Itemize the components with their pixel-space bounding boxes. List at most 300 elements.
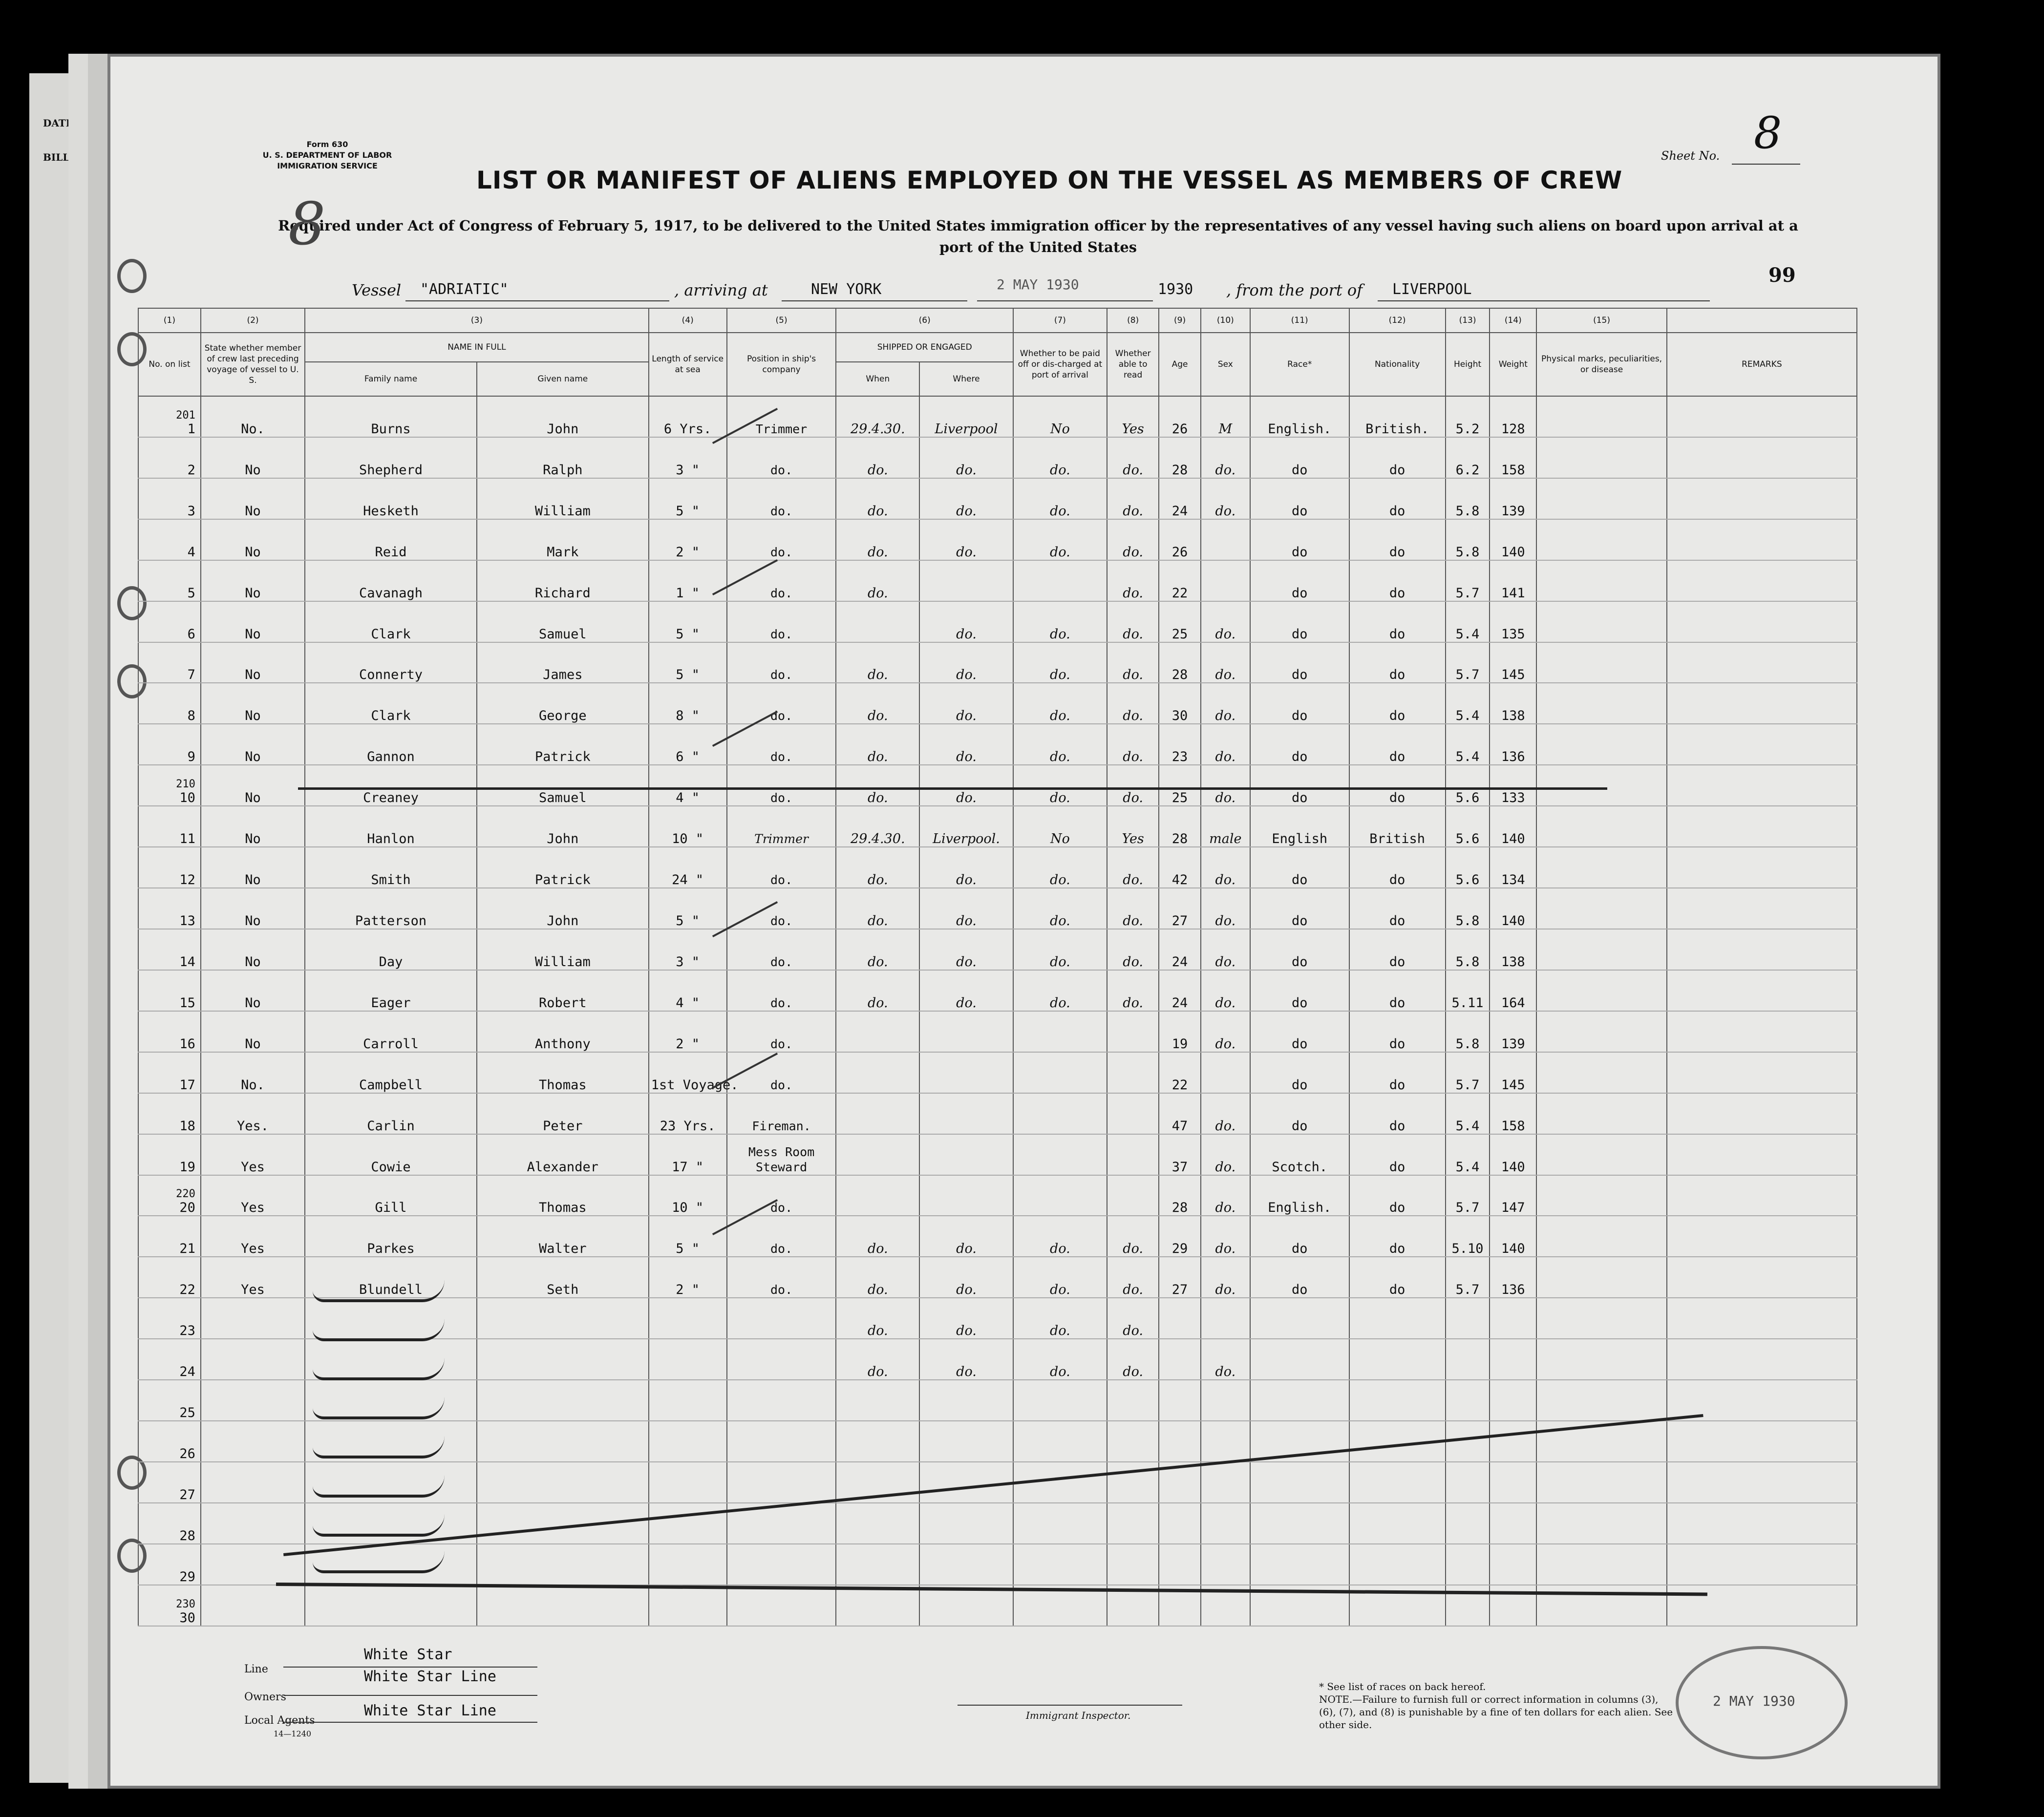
service-name: IMMIGRATION SERVICE: [277, 161, 378, 170]
cell-age: [1159, 806, 1200, 847]
cell-height: [1446, 1134, 1490, 1175]
cell-position: [727, 929, 836, 970]
cell-value-nationality: do: [1389, 1200, 1405, 1216]
cell-family: [305, 806, 477, 847]
cell-sex: [1201, 847, 1250, 888]
cell-value-sex: do.: [1215, 749, 1236, 765]
header-nationality: Nationality: [1349, 333, 1446, 396]
cell-value-where: do.: [956, 462, 977, 478]
cell-value-nationality: do: [1389, 995, 1405, 1011]
cell-physical: [1536, 1093, 1667, 1134]
cell-value-age: 29: [1171, 1241, 1188, 1257]
cell-age: [1159, 1544, 1200, 1585]
cell-family: [305, 601, 477, 642]
cell-family: [305, 478, 477, 519]
cell-read: [1107, 929, 1159, 970]
cell-physical: [1536, 1544, 1667, 1585]
cell-length: [649, 765, 727, 806]
cell-sex: [1201, 806, 1250, 847]
strip-label-bill: BILL: [43, 151, 70, 163]
cell-height: [1446, 888, 1490, 929]
cell-value-weight: 145: [1501, 667, 1525, 683]
cell-position: [727, 1462, 836, 1503]
cell-nationality: [1349, 478, 1446, 519]
cell-nationality: [1349, 1257, 1446, 1298]
cell-age: [1159, 724, 1200, 765]
cell-read: [1107, 888, 1159, 929]
cell-race: [1250, 1175, 1349, 1216]
cell-race: [1250, 1134, 1349, 1175]
cell-value-height: 5.6: [1455, 831, 1480, 847]
cell-length: [649, 519, 727, 560]
cell-height: [1446, 560, 1490, 601]
cell-value-weight: 145: [1501, 1077, 1525, 1093]
cell-value-length: 6 ": [676, 749, 700, 765]
cell-value-paid: do.: [1050, 1323, 1070, 1339]
cell-value-height: 5.8: [1455, 913, 1480, 929]
cell-sex: [1201, 560, 1250, 601]
cell-value-prev: No: [245, 790, 261, 806]
cell-physical: [1536, 560, 1667, 601]
cell-length: [649, 1380, 727, 1421]
cell-value-weight: 138: [1501, 954, 1525, 970]
cell-physical: [1536, 929, 1667, 970]
cell-sex: [1201, 1216, 1250, 1257]
cell-value-sex: do.: [1215, 1282, 1236, 1298]
cell-no: [138, 1052, 201, 1093]
cell-value-prev: Yes.: [237, 1118, 269, 1134]
cell-value-paid: No: [1050, 831, 1070, 847]
cell-no: [138, 1380, 201, 1421]
cell-length: [649, 601, 727, 642]
cell-value-length: 10 ": [672, 1200, 704, 1216]
table-row: [138, 642, 1857, 683]
cell-value-position: Trimmer: [755, 422, 808, 436]
cell-physical: [1536, 1462, 1667, 1503]
cell-sex: [1201, 396, 1250, 437]
cell-value-position: do.: [770, 627, 793, 641]
cell-value-paid: do.: [1050, 544, 1070, 560]
line-value: White Star: [364, 1646, 452, 1663]
cell-family: [305, 1216, 477, 1257]
cell-value-read: do.: [1123, 503, 1143, 519]
cell-value-family: Hanlon: [367, 831, 415, 847]
cell-weight: [1490, 1093, 1536, 1134]
cell-given: [477, 601, 649, 642]
cell-value-height: 5.4: [1455, 626, 1480, 642]
header-physical-marks: Physical marks, peculiarities, or disease: [1536, 333, 1667, 396]
col-num-14: (14): [1490, 308, 1536, 333]
cell-value-height: 5.6: [1455, 872, 1480, 888]
cell-physical: [1536, 519, 1667, 560]
cell-paid: [1013, 1503, 1107, 1544]
cell-value-length: 5 ": [676, 503, 700, 519]
sheet-number-label: Sheet No.: [1661, 149, 1720, 163]
cell-length: [649, 396, 727, 437]
cell-value-length: 5 ": [676, 667, 700, 683]
cell-value-race: Scotch.: [1272, 1159, 1328, 1175]
cell-ref-number: 201: [176, 409, 195, 422]
header-where: Where: [919, 362, 1013, 396]
cell-value-paid: do.: [1050, 503, 1070, 519]
cell-value-when: 29.4.30.: [850, 831, 905, 847]
cell-physical: [1536, 847, 1667, 888]
cell-given: [477, 478, 649, 519]
cell-where: [919, 1175, 1013, 1216]
cell-prev: [201, 1298, 305, 1339]
strip-label-date: DATE: [43, 117, 73, 129]
header-family-name: Family name: [305, 362, 477, 396]
cell-age: [1159, 1093, 1200, 1134]
cell-position: [727, 1298, 836, 1339]
cell-remarks: [1667, 888, 1857, 929]
cell-remarks: [1667, 1134, 1857, 1175]
cell-prev: [201, 1421, 305, 1462]
cell-prev: [201, 806, 305, 847]
cell-value-no: 7: [187, 667, 195, 683]
cell-read: [1107, 1134, 1159, 1175]
cell-remarks: [1667, 601, 1857, 642]
header-weight: Weight: [1490, 333, 1536, 396]
cell-value-no: 30: [179, 1610, 195, 1626]
cell-where: [919, 724, 1013, 765]
cell-remarks: [1667, 1093, 1857, 1134]
cell-sex: [1201, 724, 1250, 765]
cell-height: [1446, 437, 1490, 478]
cell-length: [649, 970, 727, 1011]
cell-value-weight: 135: [1501, 626, 1525, 642]
cell-value-weight: 136: [1501, 1282, 1525, 1298]
cell-when: [836, 970, 919, 1011]
cell-value-read: do.: [1123, 667, 1143, 683]
cell-length: [649, 1257, 727, 1298]
cell-race: [1250, 1052, 1349, 1093]
table-row: [138, 396, 1857, 437]
cell-value-paid: do.: [1050, 462, 1070, 478]
cell-paid: [1013, 1421, 1107, 1462]
cell-value-given: Alexander: [527, 1159, 598, 1175]
cell-height: [1446, 765, 1490, 806]
cell-value-weight: 139: [1501, 503, 1525, 519]
cell-no: [138, 519, 201, 560]
cell-given: [477, 437, 649, 478]
cell-weight: [1490, 1421, 1536, 1462]
cell-value-no: 22: [179, 1282, 195, 1298]
cell-value-race: do: [1291, 544, 1308, 560]
cell-height: [1446, 1257, 1490, 1298]
cell-where: [919, 765, 1013, 806]
cell-weight: [1490, 1462, 1536, 1503]
cell-value-no: 15: [179, 995, 195, 1011]
table-row: [138, 1216, 1857, 1257]
cell-value-where: do.: [956, 667, 977, 683]
cell-weight: [1490, 519, 1536, 560]
cell-value-position: Mess Room Steward: [748, 1144, 815, 1174]
cell-value-where: do.: [956, 1241, 977, 1257]
cell-value-height: 5.2: [1455, 421, 1480, 437]
cell-value-read: do.: [1123, 872, 1143, 888]
cell-given: [477, 1257, 649, 1298]
cell-value-family: Smith: [371, 872, 411, 888]
cell-family: [305, 437, 477, 478]
cell-value-age: 19: [1171, 1036, 1188, 1052]
cell-value-race: do: [1291, 1241, 1308, 1257]
cell-value-where: do.: [956, 872, 977, 888]
cell-value-position: do.: [770, 995, 793, 1010]
cell-value-read: do.: [1123, 913, 1143, 929]
cell-nationality: [1349, 929, 1446, 970]
cell-family: [305, 847, 477, 888]
cell-value-nationality: do: [1389, 503, 1405, 519]
cell-value-prev: No: [245, 585, 261, 601]
cell-value-no: 28: [179, 1528, 195, 1543]
cell-value-sex: do.: [1215, 503, 1236, 519]
cell-weight: [1490, 724, 1536, 765]
cell-given: [477, 929, 649, 970]
cell-value-weight: 141: [1501, 585, 1525, 601]
cell-value-prev: No: [245, 1036, 261, 1052]
cell-paid: [1013, 1339, 1107, 1380]
cell-paid: [1013, 1011, 1107, 1052]
cell-value-sex: male: [1209, 831, 1242, 847]
cell-given: [477, 1175, 649, 1216]
table-row: [138, 1093, 1857, 1134]
cell-value-no: 29: [179, 1569, 195, 1585]
cell-paid: [1013, 560, 1107, 601]
cell-value-given: Anthony: [534, 1036, 591, 1052]
cell-value-nationality: do: [1389, 1282, 1405, 1298]
cell-prev: [201, 683, 305, 724]
cell-height: [1446, 847, 1490, 888]
cell-nationality: [1349, 806, 1446, 847]
cell-read: [1107, 1421, 1159, 1462]
cell-position: [727, 601, 836, 642]
cell-value-where: do.: [956, 503, 977, 519]
cell-prev: [201, 1134, 305, 1175]
cell-no: [138, 683, 201, 724]
cell-value-nationality: do: [1389, 708, 1405, 724]
cell-nationality: [1349, 1298, 1446, 1339]
col-num-12: (12): [1349, 308, 1446, 333]
cell-position: [727, 1380, 836, 1421]
cell-where: [919, 683, 1013, 724]
cell-physical: [1536, 1175, 1667, 1216]
cell-height: [1446, 683, 1490, 724]
cell-sex: [1201, 683, 1250, 724]
cell-remarks: [1667, 1298, 1857, 1339]
col-num-2: (2): [201, 308, 305, 333]
cell-value-sex: do.: [1215, 1036, 1236, 1052]
cell-remarks: [1667, 1544, 1857, 1585]
cell-family: [305, 765, 477, 806]
col-num-9: (9): [1159, 308, 1200, 333]
cell-weight: [1490, 888, 1536, 929]
cell-read: [1107, 1052, 1159, 1093]
cell-value-weight: 136: [1501, 749, 1525, 765]
cell-prev: [201, 929, 305, 970]
cell-read: [1107, 1298, 1159, 1339]
cell-value-sex: M: [1218, 421, 1233, 437]
table-row: [138, 1134, 1857, 1175]
cell-read: [1107, 1216, 1159, 1257]
cell-physical: [1536, 806, 1667, 847]
cell-weight: [1490, 437, 1536, 478]
cell-value-read: do.: [1123, 585, 1143, 601]
cell-length: [649, 1175, 727, 1216]
cell-value-prev: No: [245, 995, 261, 1011]
cell-race: [1250, 1339, 1349, 1380]
cell-family: [305, 1175, 477, 1216]
cell-length: [649, 806, 727, 847]
cell-no: [138, 396, 201, 437]
cell-position: [727, 560, 836, 601]
cell-read: [1107, 683, 1159, 724]
cell-physical: [1536, 478, 1667, 519]
cell-sex: [1201, 1462, 1250, 1503]
page-title: LIST OR MANIFEST OF ALIENS EMPLOYED ON THE VESSEL AS MEMBERS OF CREW: [476, 166, 1623, 194]
cell-ref-number: 220: [176, 1188, 195, 1201]
table-row: [138, 560, 1857, 601]
cell-given: [477, 1298, 649, 1339]
cell-value-when: 29.4.30.: [850, 421, 905, 437]
cell-paid: [1013, 1052, 1107, 1093]
cell-value-nationality: do: [1389, 626, 1405, 642]
cell-paid: [1013, 806, 1107, 847]
cell-weight: [1490, 970, 1536, 1011]
header-sex: Sex: [1201, 333, 1250, 396]
cell-where: [919, 1544, 1013, 1585]
cell-age: [1159, 1216, 1200, 1257]
cell-value-nationality: do: [1389, 954, 1405, 970]
table-row: [138, 765, 1857, 806]
cell-where: [919, 1585, 1013, 1626]
cell-when: [836, 847, 919, 888]
cell-value-height: 5.10: [1451, 1241, 1484, 1257]
cell-value-given: William: [534, 503, 591, 519]
table-row: [138, 519, 1857, 560]
cell-value-age: 28: [1171, 1200, 1188, 1216]
cell-value-given: Mark: [547, 544, 579, 560]
cell-no: [138, 601, 201, 642]
cell-physical: [1536, 1503, 1667, 1544]
cell-value-paid: do.: [1050, 995, 1070, 1011]
cell-sex: [1201, 1339, 1250, 1380]
cell-value-length: 2 ": [676, 1282, 700, 1298]
cell-given: [477, 1503, 649, 1544]
cell-read: [1107, 1503, 1159, 1544]
cell-where: [919, 1011, 1013, 1052]
cell-value-read: do.: [1123, 544, 1143, 560]
cell-given: [477, 1339, 649, 1380]
cell-nationality: [1349, 1462, 1446, 1503]
cell-nationality: [1349, 1380, 1446, 1421]
header-remarks: REMARKS: [1667, 333, 1857, 396]
crew-manifest-table: [138, 308, 1857, 1627]
cell-no: [138, 1011, 201, 1052]
cell-family: [305, 970, 477, 1011]
cell-value-length: 3 ": [676, 462, 700, 478]
cell-where: [919, 519, 1013, 560]
cell-value-given: William: [534, 954, 591, 970]
cell-value-position: do.: [770, 1036, 793, 1051]
cell-prev: [201, 1011, 305, 1052]
cell-paid: [1013, 765, 1107, 806]
cell-value-race: do: [1291, 954, 1308, 970]
cell-length: [649, 1339, 727, 1380]
cell-sex: [1201, 1257, 1250, 1298]
header-position: Position in ship's company: [727, 333, 836, 396]
cell-value-given: Richard: [534, 585, 591, 601]
cell-prev: [201, 724, 305, 765]
cell-position: [727, 519, 836, 560]
cell-value-age: 28: [1171, 831, 1188, 847]
cell-read: [1107, 847, 1159, 888]
cell-value-race: do: [1291, 872, 1308, 888]
cell-nationality: [1349, 1503, 1446, 1544]
cell-value-age: 23: [1171, 749, 1188, 765]
cell-physical: [1536, 765, 1667, 806]
cell-value-family: Parkes: [367, 1241, 415, 1257]
cell-given: [477, 765, 649, 806]
cell-no: [138, 1216, 201, 1257]
cell-weight: [1490, 806, 1536, 847]
cell-prev: [201, 396, 305, 437]
cell-remarks: [1667, 1421, 1857, 1462]
cell-value-where: do.: [956, 1323, 977, 1339]
cell-when: [836, 888, 919, 929]
cell-read: [1107, 1257, 1159, 1298]
cell-nationality: [1349, 396, 1446, 437]
arrival-date-stamp: 2 MAY 1930: [997, 276, 1079, 293]
department-name: U. S. DEPARTMENT OF LABOR: [262, 150, 392, 160]
page-number: 99: [1768, 264, 1796, 287]
cell-weight: [1490, 396, 1536, 437]
cell-sex: [1201, 478, 1250, 519]
cell-value-height: 5.4: [1455, 1159, 1480, 1175]
cell-weight: [1490, 1298, 1536, 1339]
cell-ref-number: 230: [176, 1598, 195, 1610]
cell-value-where: do.: [956, 913, 977, 929]
cell-race: [1250, 1011, 1349, 1052]
cell-remarks: [1667, 1216, 1857, 1257]
cell-value-age: 22: [1171, 585, 1188, 601]
cell-value-length: 4 ": [676, 790, 700, 806]
cell-value-prev: No: [245, 749, 261, 765]
cell-prev: [201, 437, 305, 478]
cell-no: [138, 1175, 201, 1216]
cell-family: [305, 1052, 477, 1093]
col-num-8: (8): [1107, 308, 1159, 333]
cell-sex: [1201, 765, 1250, 806]
cell-family: [305, 929, 477, 970]
cell-value-no: 11: [179, 831, 195, 847]
cell-value-length: 5 ": [676, 1241, 700, 1257]
cell-value-no: 4: [187, 544, 195, 560]
cell-physical: [1536, 1339, 1667, 1380]
cell-when: [836, 1380, 919, 1421]
cell-height: [1446, 519, 1490, 560]
cell-length: [649, 1134, 727, 1175]
cell-value-no: 2: [187, 462, 195, 478]
cell-value-length: 3 ": [676, 954, 700, 970]
cell-read: [1107, 1011, 1159, 1052]
cell-race: [1250, 437, 1349, 478]
cell-value-given: George: [539, 708, 587, 724]
cell-sex: [1201, 519, 1250, 560]
cell-remarks: [1667, 1175, 1857, 1216]
cell-value-height: 5.7: [1455, 585, 1480, 601]
cell-no: [138, 724, 201, 765]
